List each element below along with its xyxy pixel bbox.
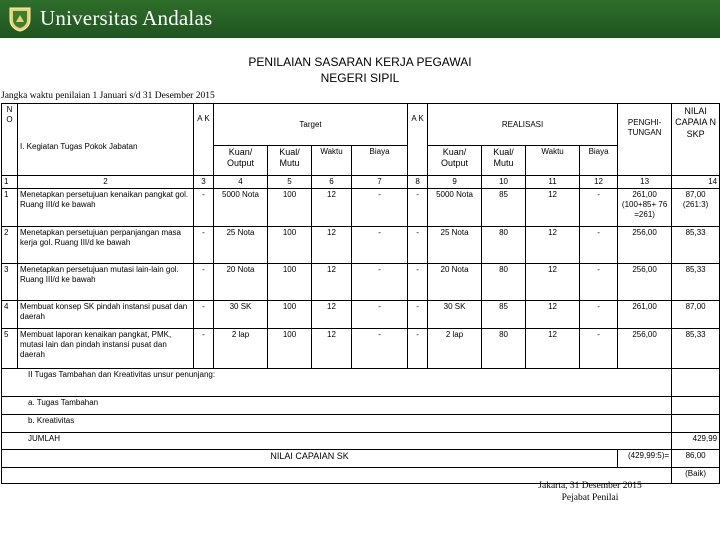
table-row [2,264,720,301]
row-ak2: - [408,329,428,369]
row-target-waktu: 12 [312,301,352,329]
row-target-waktu: 12 [312,264,352,301]
tugas-tambahan-row [2,369,720,397]
header-realisasi: REALISASI [428,104,618,146]
col-number: 9 [428,176,482,189]
row-ak2: - [408,189,428,227]
header-ak-target: A K [194,104,214,176]
skp-table [1,103,720,484]
header-penghitungan: PENGHI- TUNGAN [618,104,672,176]
col-number: 5 [268,176,312,189]
row-ak: - [194,301,214,329]
col-number: 12 [580,176,618,189]
row-realisasi-biaya: - [580,189,618,227]
row-no: 1 [2,189,18,227]
sub-realisasi-kuan: Kuan/ Output [428,146,482,176]
signature-role: Pejabat Penilai [561,493,619,503]
row-no: 4 [2,301,18,329]
row-target-kual: 100 [268,264,312,301]
row-ak: - [194,189,214,227]
header-ak-realisasi: A K [408,104,428,176]
header-bar [0,0,720,38]
sub-target-kual: Kual/ Mutu [268,146,312,176]
column-number-row [2,176,720,189]
col-number: 6 [312,176,352,189]
assessment-period: Jangka waktu penilaian 1 Januari s/d 31 Desember 2015 [1,91,215,101]
row-kegiatan: Menetapkan persetujuan perpanjangan masa kerja gol. Ruang III/d ke bawah [18,227,194,264]
row-target-biaya: - [352,329,408,369]
row-nilai: 85,33 [672,227,720,264]
row-realisasi-biaya: - [580,329,618,369]
document-title-line1: PENILAIAN SASARAN KERJA PEGAWAI [248,55,472,69]
sub-target-waktu: Waktu [312,146,352,176]
row-ak: - [194,264,214,301]
header-kegiatan: I. Kegiatan Tugas Pokok Jabatan [18,104,194,176]
row-target-waktu: 12 [312,189,352,227]
row-realisasi-kuan: 2 lap [428,329,482,369]
row-realisasi-biaya: - [580,227,618,264]
row-realisasi-waktu: 12 [526,189,580,227]
row-realisasi-waktu: 12 [526,227,580,264]
row-realisasi-waktu: 12 [526,264,580,301]
empty-cell [672,397,720,415]
row-penghitungan: 261,00 [618,301,672,329]
col-number: 13 [618,176,672,189]
col-number: 7 [352,176,408,189]
row-target-kual: 100 [268,189,312,227]
row-ak: - [194,227,214,264]
row-no: 5 [2,329,18,369]
sub-target-biaya: Biaya [352,146,408,176]
row-nilai: 87,00 [672,301,720,329]
row-kegiatan: Membuat konsep SK pindah instansi pusat dan daerah [18,301,194,329]
jumlah-label: JUMLAH [2,433,672,450]
row-kegiatan: Menetapkan persetujuan kenaikan pangkat gol. Ruang III/d ke bawah [18,189,194,227]
row-target-kuan: 30 SK [214,301,268,329]
row-ak2: - [408,227,428,264]
kreativitas-row [2,415,720,433]
row-target-biaya: - [352,301,408,329]
row-target-kuan: 2 lap [214,329,268,369]
tugas-a-row [2,397,720,415]
university-crest-icon [8,6,32,32]
row-realisasi-kual: 80 [482,329,526,369]
sub-realisasi-kual: Kual/ Mutu [482,146,526,176]
row-penghitungan: 256,00 [618,329,672,369]
row-realisasi-kual: 80 [482,264,526,301]
document-title-line2: NEGERI SIPIL [320,71,400,85]
row-target-kual: 100 [268,329,312,369]
row-nilai: 85,33 [672,329,720,369]
brand-name: Universitas Andalas [40,6,213,30]
row-target-waktu: 12 [312,227,352,264]
row-realisasi-kual: 85 [482,189,526,227]
row-realisasi-kuan: 20 Nota [428,264,482,301]
capaian-value: 86,00 [672,450,720,468]
empty-cell [672,369,720,397]
row-nilai: 87,00 (261:3) [672,189,720,227]
col-number: 4 [214,176,268,189]
row-kegiatan: Membuat laporan kenaikan pangkat, PMK, mutasi lain dan pindah instansi pusat dan daerah [18,329,194,369]
capaian-row [2,450,720,468]
sub-target-kuan: Kuan/ Output [214,146,268,176]
sub-realisasi-waktu: Waktu [526,146,580,176]
row-ak2: - [408,264,428,301]
row-ak2: - [408,301,428,329]
col-number: 14 [672,176,720,189]
col-number: 1 [2,176,18,189]
row-realisasi-waktu: 12 [526,329,580,369]
row-target-biaya: - [352,189,408,227]
row-target-biaya: - [352,264,408,301]
col-number: 10 [482,176,526,189]
signature-place-date: Jakarta, 31 Desember 2015 [538,481,642,491]
row-target-kual: 100 [268,227,312,264]
capaian-label: NILAI CAPAIAN SK [2,450,618,468]
table-row [2,189,720,227]
tugas-tambahan-header: II Tugas Tambahan dan Kreativitas unsur penunjang: [2,369,672,397]
jumlah-value: 429,99 [672,433,720,450]
col-number: 3 [194,176,214,189]
kreativitas-b: b. Kreativitas [2,415,672,433]
row-penghitungan: 256,00 [618,264,672,301]
col-number: 2 [18,176,194,189]
capaian-formula: (429,99:5)= [618,450,672,468]
col-number: 11 [526,176,580,189]
row-kegiatan: Menetapkan persetujuan mutasi lain-lain gol. Ruang III/d ke bawah [18,264,194,301]
jumlah-row [2,433,720,450]
header-nilai-capaian: NILAI CAPAIA N SKP [672,104,720,176]
row-no: 2 [2,227,18,264]
row-realisasi-biaya: - [580,301,618,329]
row-target-kuan: 20 Nota [214,264,268,301]
row-ak: - [194,329,214,369]
row-realisasi-kual: 85 [482,301,526,329]
table-row [2,329,720,369]
sub-realisasi-biaya: Biaya [580,146,618,176]
empty-cell [672,415,720,433]
row-penghitungan: 261,00 (100+85+ 76 =261) [618,189,672,227]
row-realisasi-kuan: 30 SK [428,301,482,329]
row-realisasi-biaya: - [580,264,618,301]
row-realisasi-kuan: 5000 Nota [428,189,482,227]
row-penghitungan: 256,00 [618,227,672,264]
row-target-kuan: 5000 Nota [214,189,268,227]
table-row [2,227,720,264]
row-target-waktu: 12 [312,329,352,369]
row-realisasi-kual: 80 [482,227,526,264]
header-no: N O [2,104,18,176]
header-target: Target [214,104,408,146]
row-target-kual: 100 [268,301,312,329]
row-realisasi-waktu: 12 [526,301,580,329]
col-number: 8 [408,176,428,189]
row-nilai: 85,33 [672,264,720,301]
row-target-kuan: 25 Nota [214,227,268,264]
row-target-biaya: - [352,227,408,264]
tugas-tambahan-a: a. Tugas Tambahan [2,397,672,415]
capaian-grade: (Baik) [672,468,720,484]
row-no: 3 [2,264,18,301]
table-row [2,301,720,329]
row-realisasi-kuan: 25 Nota [428,227,482,264]
